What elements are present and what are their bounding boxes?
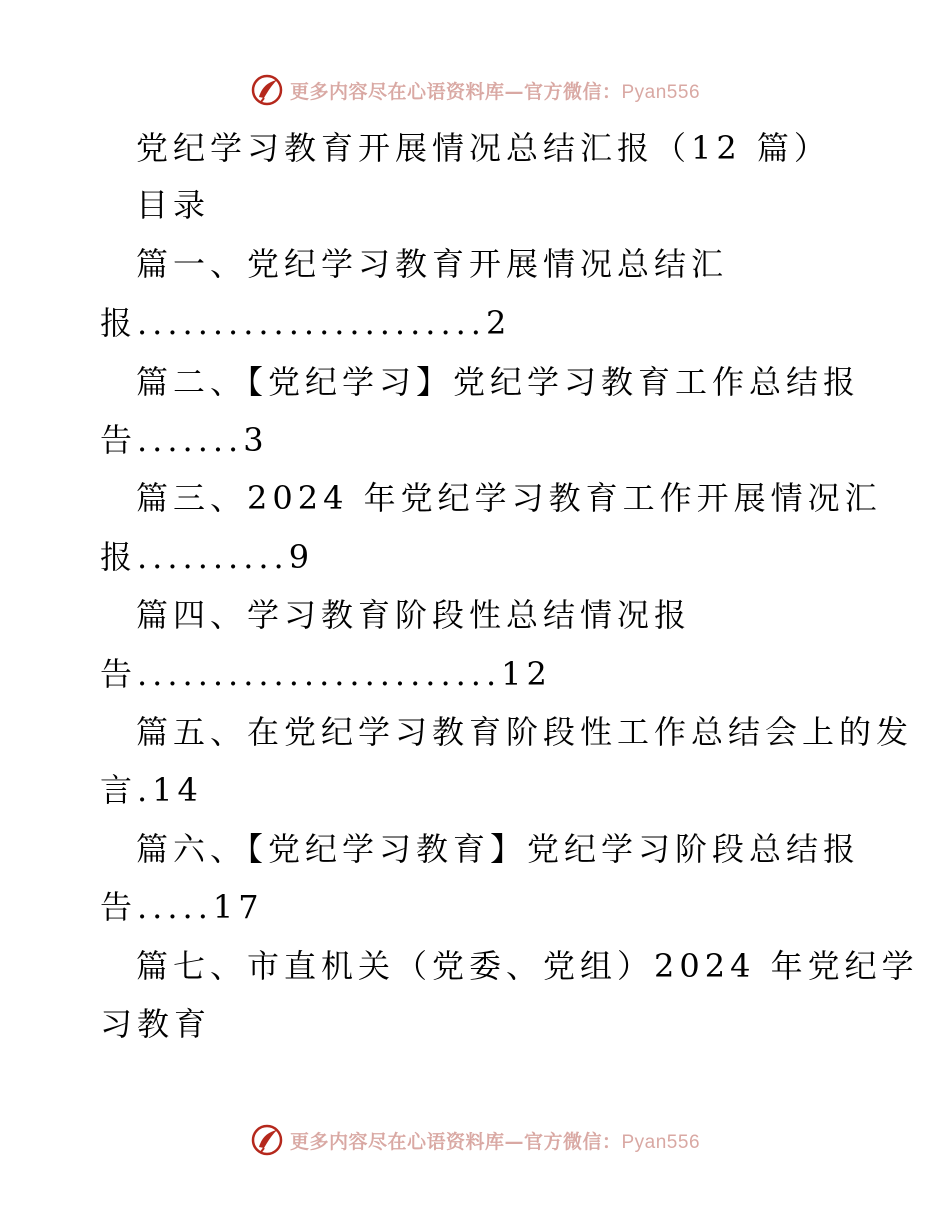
watermark-text [290, 1127, 700, 1154]
watermark-brand: 更多内容尽在心语资料库 [289, 80, 505, 103]
brand-logo-icon [250, 1123, 284, 1157]
toc-entry-5: 篇五、在党纪学习教育阶段性工作总结会上的发 [136, 713, 914, 751]
toc-entry-5-page: 言.14 [100, 771, 203, 809]
watermark-channel: 官方微信： [523, 80, 622, 103]
watermark-text [290, 77, 700, 104]
watermark-code: Pyan556 [621, 81, 701, 103]
toc-entry-2-page: 告.......3 [100, 421, 269, 459]
watermark-brand: 更多内容尽在心语资料库 [289, 1130, 505, 1153]
footer-watermark [0, 1120, 950, 1160]
watermark-dash: — [504, 1130, 524, 1153]
toc-entry-1: 篇一、党纪学习教育开展情况总结汇 [136, 245, 729, 283]
watermark-dash: — [504, 80, 524, 103]
brand-logo-icon [250, 73, 284, 107]
toc-entry-3-page: 报..........9 [100, 538, 315, 576]
toc-entry-2: 篇二、【党纪学习】党纪学习教育工作总结报 [136, 363, 861, 401]
toc-entry-7-page: 习教育 [100, 1005, 212, 1043]
document-title: 党纪学习教育开展情况总结汇报（12 篇） [136, 129, 831, 167]
toc-entry-3: 篇三、2024 年党纪学习教育工作开展情况汇 [136, 479, 882, 517]
toc-heading: 目录 [136, 186, 211, 224]
toc-entry-7: 篇七、市直机关（党委、党组）2024 年党纪学 [136, 947, 919, 985]
toc-entry-4-page: 告........................12 [100, 655, 552, 693]
toc-entry-6: 篇六、【党纪学习教育】党纪学习阶段总结报 [136, 830, 861, 868]
header-watermark [0, 70, 950, 110]
toc-entry-4: 篇四、学习教育阶段性总结情况报 [136, 596, 692, 634]
toc-entry-1-page: 报.......................2 [100, 304, 512, 342]
watermark-code: Pyan556 [621, 1131, 701, 1153]
watermark-channel: 官方微信： [523, 1130, 622, 1153]
toc-entry-6-page: 告.....17 [100, 888, 264, 926]
